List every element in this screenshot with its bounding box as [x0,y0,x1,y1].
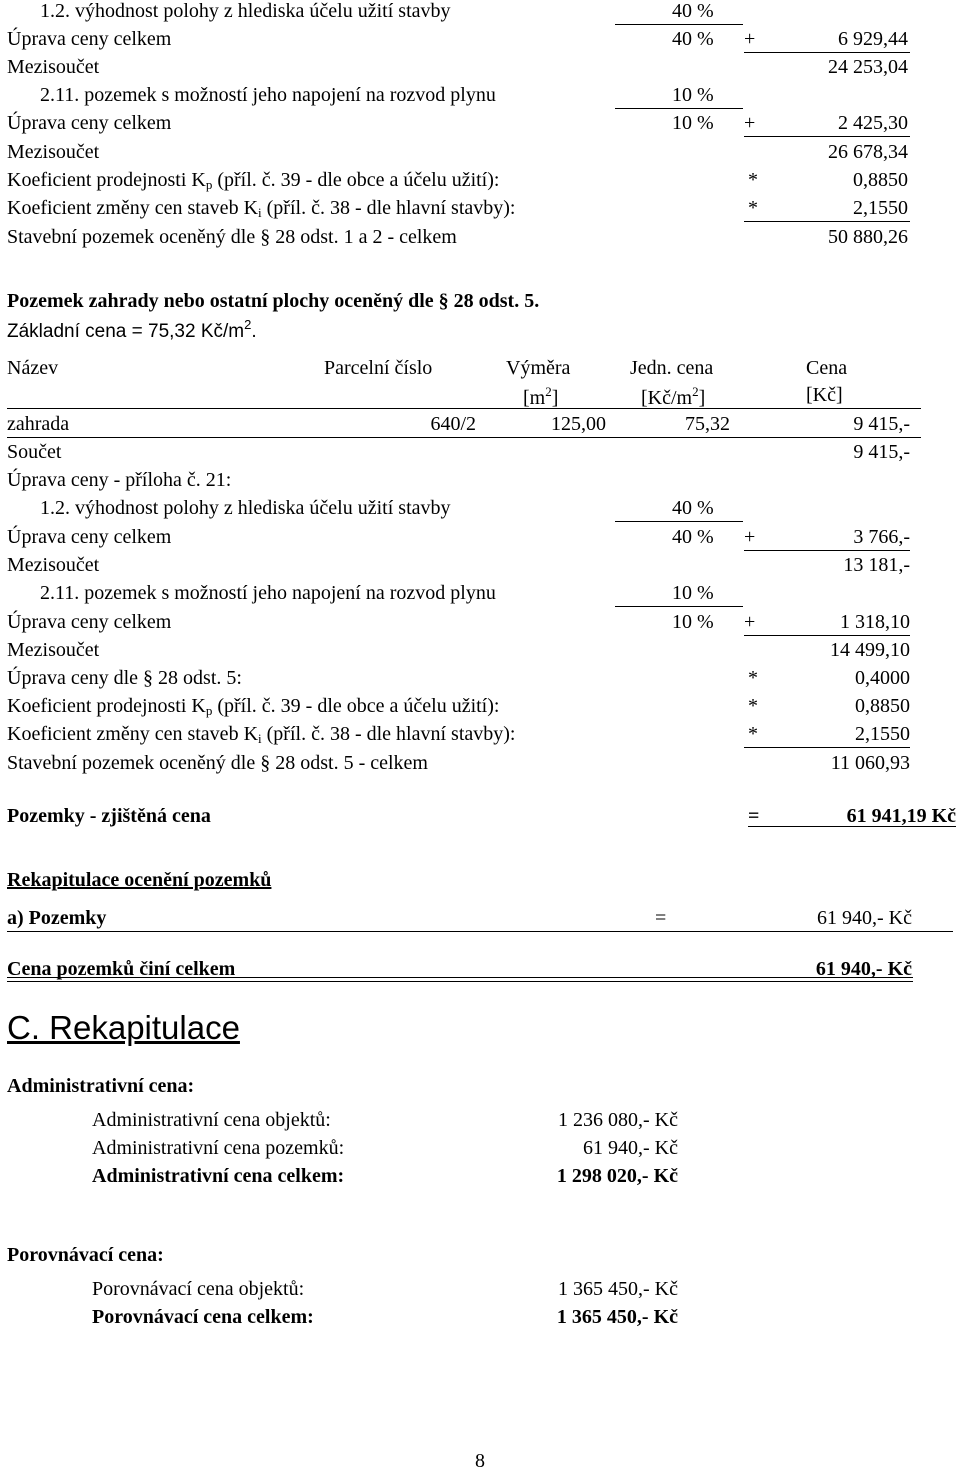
g-r4-pct: 10 % [672,582,714,604]
g-r2-label: Úprava ceny celkem [7,526,172,548]
compare-total-label: Porovnávací cena celkem: [92,1306,314,1328]
garden-sum-value: 9 415,- [853,441,910,463]
compare-total-value: 1 365 450,- Kč [556,1306,678,1328]
b1-r2-op: + [744,28,756,50]
garden-base-price: Základní cena = 75,32 $Kč/m^2$. [7,317,257,342]
g-r6-label: Mezisoučet [7,639,100,661]
garden-sum-label: Součet [7,441,62,463]
g-r7-op: * [748,667,758,689]
table-row-name: zahrada [7,413,70,435]
g-r1-pct: 40 % [672,497,714,519]
g-r9-rule [744,747,910,748]
compare-heading: Porovnávací cena: [7,1244,164,1266]
b1-r6-val: 26 678,34 [828,141,908,163]
admin-heading: Administrativní cena: [7,1075,195,1097]
b1-r2-val: 6 929,44 [838,28,908,50]
g-r9-label: Koeficient změny cen staveb $K_i$ (příl. č. 38 - dle hlavní stavby): [7,723,516,746]
b1-r3-val: 24 253,04 [828,56,908,78]
table-row-rule [7,437,921,438]
g-r1-label: 1.2. výhodnost polohy z hlediska účelu užití stavby [40,497,451,519]
b1-r2-rule [744,52,910,53]
g-r3-val: 13 181,- [843,554,910,576]
recap-land-row-rule [7,931,953,932]
b1-r4-label: 2.11. pozemek s možností jeho napojení na rozvod plynu [40,84,496,106]
g-r2-val: 3 766,- [853,526,910,548]
b1-r8-rule [744,221,910,222]
col-area-unit: $[m^2]$ [523,384,559,409]
recap-land-row-value: 61 940,- Kč [817,907,912,929]
b1-r1-label: 1.2. výhodnost polohy z hlediska účelu užití stavby [40,0,451,22]
b1-r1-pct: 40 % [672,0,714,22]
b1-r5-op: + [744,112,756,134]
totals-eq: = [748,805,760,827]
table-header-rule [7,408,921,409]
g-r2-op: + [744,526,756,548]
g-r9-val: 2,1550 [855,723,910,745]
g-r2-rule [744,550,910,551]
b1-r5-pct: 10 % [672,112,714,134]
b1-r5-val: 2 425,30 [838,112,908,134]
b1-r6-label: Mezisoučet [7,141,100,163]
b1-r1-rule [615,24,743,25]
totals-label: Pozemky - zjištěná cena [7,805,211,827]
b1-r8-val: 2,1550 [853,197,908,219]
g-r5-pct: 10 % [672,611,714,633]
b1-r5-label: Úprava ceny celkem [7,112,172,134]
col-price-header: Cena [806,357,848,379]
recap-land-total-rule-1 [7,977,913,978]
admin-total-value: 1 298 020,- Kč [556,1165,678,1187]
compare-row-value: 1 365 450,- Kč [558,1278,678,1300]
g-r8-op: * [748,695,758,717]
recap-land-row-eq: = [655,907,667,929]
table-row-price: 9 415,- [853,413,910,435]
b1-r5-rule [744,136,910,137]
recap-land-total-label: Cena pozemků činí celkem [7,958,236,980]
recap-land-heading: Rekapitulace ocenění pozemků [7,869,272,891]
g-r7-label: Úprava ceny dle § 28 odst. 5: [7,667,242,689]
table-row-unit-price: 75,32 [685,413,730,435]
g-r8-val: 0,8850 [855,695,910,717]
totals-rule [748,826,956,827]
col-unit-price-unit: $[Kč/m^2]$ [641,384,706,409]
garden-adj-heading: Úprava ceny - příloha č. 21: [7,469,232,491]
g-r5-rule [744,635,910,636]
recap-land-row-label: a) Pozemky [7,907,107,929]
garden-heading: Pozemek zahrady nebo ostatní plochy oceněný dle § 28 odst. 5. [7,290,540,312]
g-r2-pct: 40 % [672,526,714,548]
admin-row-label: Administrativní cena pozemků: [92,1137,345,1159]
b1-r4-rule [615,108,743,109]
col-unit-price-header: Jedn. cena [630,357,714,379]
col-parcel-header: Parcelní číslo [324,357,433,379]
table-row-parcel: 640/2 [430,413,476,435]
b1-r4-pct: 10 % [672,84,714,106]
b1-r3-label: Mezisoučet [7,56,100,78]
g-r3-label: Mezisoučet [7,554,100,576]
g-r6-val: 14 499,10 [830,639,910,661]
b1-r2-label: Úprava ceny celkem [7,28,172,50]
col-name-header: Název [7,357,59,379]
g-r1-rule [615,521,743,522]
compare-row-label: Porovnávací cena objektů: [92,1278,305,1300]
col-area-header: Výměra [506,357,571,379]
g-r4-rule [615,606,743,607]
page-number: 8 [475,1450,485,1472]
b1-r8-op: * [748,197,758,219]
g-r9-op: * [748,723,758,745]
admin-row-label: Administrativní cena objektů: [92,1109,331,1131]
g-r10-label: Stavební pozemek oceněný dle § 28 odst. 5 - celkem [7,752,428,774]
b1-r9-val: 50 880,26 [828,226,908,248]
b1-r7-val: 0,8850 [853,169,908,191]
b1-r7-label: Koeficient prodejnosti $K_p$ (příl. č. 39 - dle obce a účelu užití): [7,169,500,192]
g-r4-label: 2.11. pozemek s možností jeho napojení na rozvod plynu [40,582,496,604]
recap-land-total-value: 61 940,- Kč [815,958,912,980]
g-r5-label: Úprava ceny celkem [7,611,172,633]
totals-value: 61 941,19 Kč [846,805,956,827]
g-r7-val: 0,4000 [855,667,910,689]
section-c-title: C. Rekapitulace [7,1009,240,1046]
admin-row-value: 1 236 080,- Kč [558,1109,678,1131]
table-row-area: 125,00 [551,413,606,435]
b1-r8-label: Koeficient změny cen staveb $K_i$ (příl. č. 38 - dle hlavní stavby): [7,197,516,220]
g-r5-op: + [744,611,756,633]
g-r5-val: 1 318,10 [840,611,910,633]
admin-row-value: 61 940,- Kč [583,1137,678,1159]
g-r8-label: Koeficient prodejnosti $K_p$ (příl. č. 39 - dle obce a účelu užití): [7,695,500,718]
g-r10-val: 11 060,93 [830,752,910,774]
recap-land-total-rule-2 [7,981,913,982]
b1-r2-pct: 40 % [672,28,714,50]
admin-total-label: Administrativní cena celkem: [92,1165,345,1187]
col-price-unit: [Kč] [806,384,843,406]
b1-r7-op: * [748,169,758,191]
b1-r9-label: Stavební pozemek oceněný dle § 28 odst. 1 a 2 - celkem [7,226,457,248]
